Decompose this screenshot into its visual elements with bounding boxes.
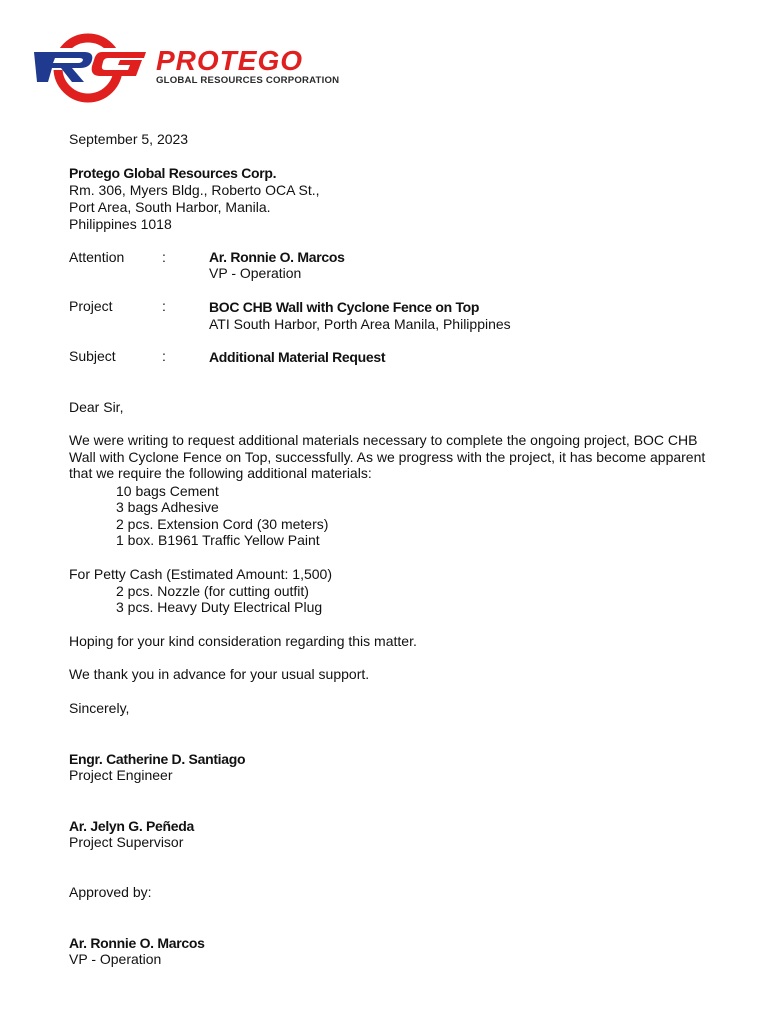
signatory-name: Ar. Jelyn G. Peñeda (69, 818, 195, 834)
recipient-address-line: Rm. 306, Myers Bldg., Roberto OCA St., (69, 182, 320, 198)
petty-cash-heading: For Petty Cash (Estimated Amount: 1,500) (69, 566, 333, 582)
field-label-project: Project (69, 298, 113, 314)
salutation: Dear Sir, (69, 399, 124, 415)
intro-paragraph: We were writing to request additional materials necessary to complete the ongoing project, BOC CHB Wall with Cyclone Fence on Top, successfully. As we progress with the project, it has become apparent that we require the following additional materials: (69, 432, 706, 482)
approver-name: Ar. Ronnie O. Marcos (69, 935, 205, 951)
attention-title: VP - Operation (209, 265, 302, 281)
brand-subtitle: GLOBAL RESOURCES CORPORATION (156, 75, 340, 86)
recipient-address-line: Philippines 1018 (69, 216, 172, 232)
field-separator: : (162, 249, 166, 265)
attention-name: Ar. Ronnie O. Marcos (209, 249, 345, 265)
signatory-name: Engr. Catherine D. Santiago (69, 751, 246, 767)
material-item: 3 bags Adhesive (116, 499, 219, 515)
approver-title: VP - Operation (69, 951, 162, 967)
rg-emblem-icon (28, 38, 148, 98)
field-label-attention: Attention (69, 249, 125, 265)
petty-cash-item: 2 pcs. Nozzle (for cutting outfit) (116, 583, 309, 599)
project-name: BOC CHB Wall with Cyclone Fence on Top (209, 299, 480, 315)
closing-line: We thank you in advance for your usual support. (69, 666, 370, 682)
project-location: ATI South Harbor, Porth Area Manila, Philippines (209, 316, 511, 332)
material-item: 10 bags Cement (116, 483, 219, 499)
protego-logo (28, 32, 348, 104)
signatory-title: Project Supervisor (69, 834, 184, 850)
closing-sincerely: Sincerely, (69, 700, 130, 716)
brand-name: PROTEGO (156, 45, 304, 76)
field-label-subject: Subject (69, 348, 116, 364)
subject-value: Additional Material Request (209, 349, 386, 365)
approved-by-label: Approved by: (69, 884, 152, 900)
closing-line: Hoping for your kind consideration regarding this matter. (69, 633, 417, 649)
material-item: 2 pcs. Extension Cord (30 meters) (116, 516, 329, 532)
field-separator: : (162, 348, 166, 364)
material-item: 1 box. B1961 Traffic Yellow Paint (116, 532, 320, 548)
letter-date: September 5, 2023 (69, 131, 189, 147)
petty-cash-item: 3 pcs. Heavy Duty Electrical Plug (116, 599, 323, 615)
recipient-company: Protego Global Resources Corp. (69, 165, 277, 181)
field-separator: : (162, 298, 166, 314)
signatory-title: Project Engineer (69, 767, 173, 783)
recipient-address-line: Port Area, South Harbor, Manila. (69, 199, 271, 215)
